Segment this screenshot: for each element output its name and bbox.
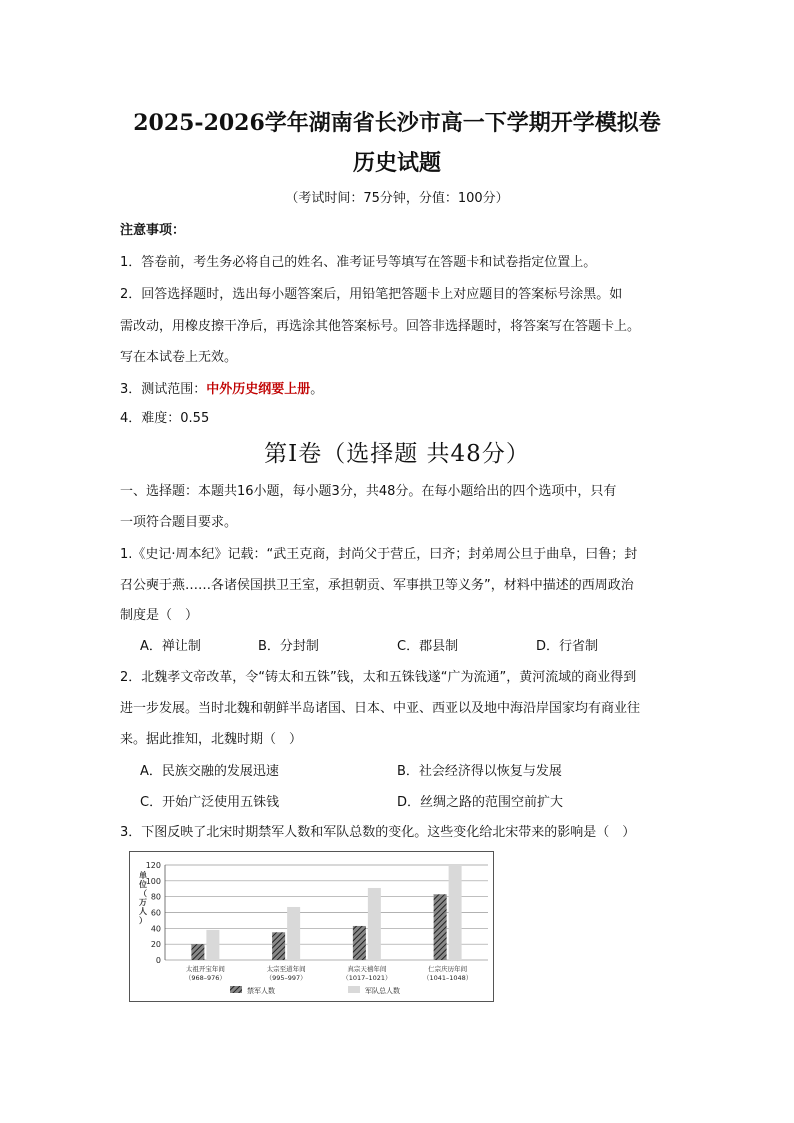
legend-label: 禁军人数: [247, 987, 275, 995]
q2-option-b: B．社会经济得以恢复与发展: [397, 764, 562, 779]
bar-total-army: [449, 865, 462, 960]
note-item-2-line-2: 需改动，用橡皮擦干净后，再选涂其他答案标号。回答非选择题时，将答案写在答题卡上。: [120, 319, 641, 334]
q2-stem-line-3: 来。据此推知，北魏时期（ ）: [120, 732, 303, 747]
q1-stem-line-3: 制度是（ ）: [120, 608, 199, 623]
exam-info: （考试时间：75分钟，分值：100分）: [285, 191, 509, 206]
exam-subject: 历史试题: [352, 150, 441, 176]
army-size-chart-svg: [130, 852, 493, 1001]
q2-option-d: D．丝绸之路的范围空前扩大: [397, 795, 564, 810]
y-tick-label: 40: [150, 924, 161, 934]
note-item-4: 4．难度：0.55: [120, 411, 210, 426]
bar-total-army: [206, 930, 219, 960]
army-size-chart: [129, 851, 494, 1002]
bar-imperial-guard: [353, 926, 366, 960]
notes-heading: 注意事项：: [120, 223, 186, 238]
q1-stem-line-2: 召公奭于燕……各诸侯国拱卫王室，承担朝贡、军事拱卫等义务”，材料中描述的西周政治: [120, 578, 634, 593]
legend-swatch: [348, 986, 360, 993]
q2-option-c: C．开始广泛使用五铢钱: [140, 795, 280, 810]
bar-total-army: [368, 888, 381, 960]
q2-stem-line-1: 2．北魏孝文帝改革，令“铸太和五铢”钱，太和五铢钱遂“广为流通”，黄河流域的商业得到: [120, 670, 637, 685]
x-tick-label: 仁宗庆历年间: [428, 965, 468, 973]
legend-label: 军队总人数: [365, 987, 400, 995]
bar-imperial-guard: [272, 932, 285, 960]
x-tick-period: （995–997）: [265, 974, 307, 982]
bar-imperial-guard: [434, 894, 447, 960]
y-tick-label: 0: [155, 956, 161, 965]
q1-stem-line-1: 1.《史记·周本纪》记载：“武王克商，封尚父于营丘，曰齐；封弟周公旦于曲阜，曰鲁；封: [120, 547, 638, 562]
note-item-2-line-3: 写在本试卷上无效。: [120, 350, 238, 365]
note-item-3-suffix: 。: [310, 382, 324, 397]
x-tick-period: （1017–1021）: [342, 974, 392, 982]
x-tick-period: （1041–1048）: [422, 974, 473, 982]
x-tick-label: 太宗至道年间: [266, 965, 306, 973]
q2-option-a: A．民族交融的发展迅速: [140, 764, 279, 779]
y-tick-label: 80: [150, 892, 161, 902]
q1-option-b: B．分封制: [258, 639, 319, 654]
note-item-1: 1．答卷前，考生务必将自己的姓名、准考证号等填写在答题卡和试卷指定位置上。: [120, 255, 597, 270]
legend-swatch: [230, 986, 242, 993]
x-tick-period: （968–976）: [184, 974, 226, 982]
section-intro-line-2: 一项符合题目要求。: [120, 515, 238, 530]
bar-total-army: [287, 907, 300, 960]
note-item-2-line-1: 2．回答选择题时，选出每小题答案后，用铅笔把答题卡上对应题目的答案标号涂黑。如: [120, 287, 623, 302]
y-tick-label: 100: [145, 876, 161, 886]
note-item-3: [120, 378, 690, 397]
q1-option-a: A．禅让制: [140, 639, 201, 654]
q3-stem-line-1: 3．下图反映了北宋时期禁军人数和军队总数的变化。这些变化给北宋带来的影响是（ ）: [120, 825, 636, 840]
q2-stem-line-2: 进一步发展。当时北魏和朝鲜半岛诸国、日本、中亚、西亚以及地中海沿岸国家均有商业往: [120, 701, 641, 716]
y-tick-label: 20: [150, 940, 161, 950]
note-item-3-prefix: 3．测试范围：: [120, 382, 207, 397]
test-scope: 中外历史纲要上册: [206, 382, 311, 397]
y-axis-label: 单位（万人）: [139, 871, 147, 925]
y-tick-label: 60: [150, 908, 161, 918]
bar-imperial-guard: [191, 944, 204, 960]
exam-title: 2025-2026学年湖南省长沙市高一下学期开学模拟卷: [133, 110, 661, 136]
y-tick-label: 120: [145, 861, 161, 870]
q1-option-c: C．郡县制: [397, 639, 459, 654]
q1-option-d: D．行省制: [536, 639, 599, 654]
section-title: 第Ⅰ卷（选择题 共48分）: [264, 441, 530, 467]
x-tick-label: 真宗天禧年间: [347, 965, 387, 973]
section-intro-line-1: 一、选择题：本题共16小题，每小题3分，共48分。在每小题给出的四个选项中，只有: [120, 484, 617, 499]
x-tick-label: 太祖开宝年间: [185, 965, 225, 973]
